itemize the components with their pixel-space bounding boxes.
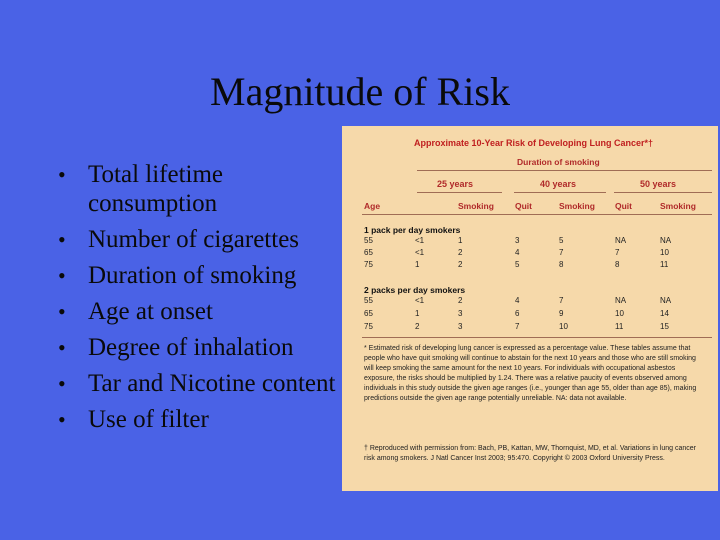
- table-footnote: * Estimated risk of developing lung cancer is expressed as a percentage value. These tables assume that people who have quit smoking will continue to abstain for the next 10 years and those who are still smoking will keep smoking the same amount for the next 10 years. For individuals with occupational asbestos exposure, the risks should be multiplied by 1.24. There was a relative paucity of events observed among individuals in this study outside the given age ranges (i.e., younger than age 55, older than age 85), making predictions outside the given age range potentially unreliable. NA: data not available.: [364, 345, 697, 402]
- table-cell: 11: [660, 260, 669, 269]
- column-header-age: Age: [364, 201, 381, 211]
- risk-table-image: [342, 126, 718, 491]
- table-cell: 4: [515, 248, 520, 257]
- column-header: Smoking: [458, 201, 494, 211]
- group-header: 25 years: [437, 179, 474, 189]
- table-cell: 2: [458, 248, 463, 257]
- table-cell: 55: [364, 296, 373, 305]
- table-cell: 1: [458, 236, 463, 245]
- divider-line: [362, 214, 712, 215]
- section-label: 1 pack per day smokers: [364, 225, 461, 235]
- table-cell: 15: [660, 322, 669, 331]
- table-cell: 65: [364, 248, 373, 257]
- table-cell: 7: [559, 248, 564, 257]
- table-cell: NA: [660, 296, 672, 305]
- divider-line: [362, 337, 712, 338]
- table-cell: 55: [364, 236, 373, 245]
- duration-header: Duration of smoking: [517, 157, 600, 167]
- table-title: Approximate 10-Year Risk of Developing Lung Cancer*†: [414, 138, 654, 148]
- section-label: 2 packs per day smokers: [364, 285, 466, 295]
- table-cell: NA: [615, 236, 627, 245]
- table-source-note: † Reproduced with permission from: Bach, PB, Kattan, MW, Thornquist, MD, et al. Variations in lung cancer risk among smokers. J Natl Cancer Inst 2003; 95:470. Copyright © 2003 Oxford University Press.: [364, 445, 697, 462]
- table-cell: 5: [559, 236, 564, 245]
- column-header: Quit: [515, 201, 532, 211]
- table-cell: 1: [415, 260, 420, 269]
- bullet-item: • Tar and Nicotine content: [56, 369, 346, 398]
- bullet-item: • Degree of inhalation: [56, 333, 346, 362]
- divider-line: [417, 170, 712, 171]
- column-header: Smoking: [660, 201, 696, 211]
- table-cell: <1: [415, 296, 425, 305]
- table-cell: 8: [559, 260, 564, 269]
- divider-line: [614, 192, 712, 193]
- table-cell: 10: [615, 309, 624, 318]
- divider-line: [417, 192, 502, 193]
- table-cell: 2: [458, 260, 463, 269]
- table-cell: 7: [559, 296, 564, 305]
- table-cell: 6: [515, 309, 520, 318]
- table-cell: 14: [660, 309, 669, 318]
- table-cell: 3: [458, 322, 463, 331]
- bullet-item: • Total lifetime consumption: [56, 160, 346, 218]
- table-cell: 3: [458, 309, 463, 318]
- table-cell: 7: [515, 322, 520, 331]
- table-cell: 10: [660, 248, 669, 257]
- table-cell: NA: [615, 296, 627, 305]
- table-cell: <1: [415, 248, 425, 257]
- table-cell: 65: [364, 309, 373, 318]
- table-cell: 11: [615, 322, 624, 331]
- slide-title: Magnitude of Risk: [210, 69, 510, 114]
- table-cell: 2: [458, 296, 463, 305]
- bullet-item: • Duration of smoking: [56, 261, 346, 290]
- table-cell: 4: [515, 296, 520, 305]
- table-cell: 2: [415, 322, 420, 331]
- table-cell: 3: [515, 236, 520, 245]
- table-cell: 75: [364, 322, 373, 331]
- group-header: 50 years: [640, 179, 677, 189]
- table-cell: NA: [660, 236, 672, 245]
- column-header: Quit: [615, 201, 632, 211]
- bullet-item: • Number of cigarettes: [56, 225, 346, 254]
- table-cell: 9: [559, 309, 564, 318]
- table-cell: 8: [615, 260, 620, 269]
- table-cell: 10: [559, 322, 568, 331]
- group-header: 40 years: [540, 179, 577, 189]
- bullet-list: [56, 160, 346, 441]
- column-header: Smoking: [559, 201, 595, 211]
- divider-line: [514, 192, 606, 193]
- bullet-item: • Use of filter: [56, 405, 346, 434]
- table-cell: 1: [415, 309, 420, 318]
- bullet-item: • Age at onset: [56, 297, 346, 326]
- table-cell: <1: [415, 236, 425, 245]
- table-cell: 7: [615, 248, 620, 257]
- table-cell: 75: [364, 260, 373, 269]
- table-cell: 5: [515, 260, 520, 269]
